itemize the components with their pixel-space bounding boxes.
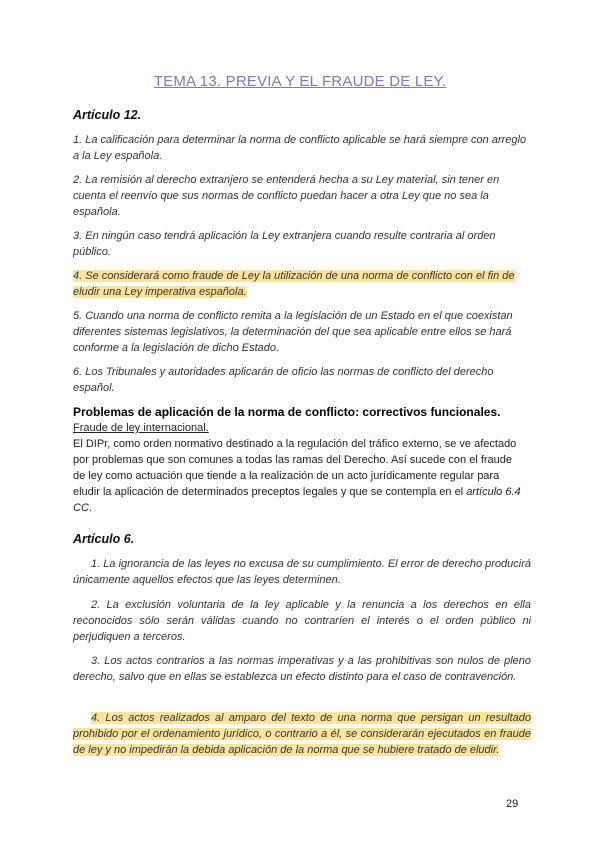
page-title: TEMA 13. PREVIA Y EL FRAUDE DE LEY. (153, 73, 447, 90)
article-12-paragraph-2: 2. La remisión al derecho extranjero se entenderá hecha a su Ley material, sin tener en cuenta el reenvío que sus normas de conflicto puedan hacer a otra Ley que no sea la española. (73, 174, 500, 218)
section-subheading: Fraude de ley internacional. (73, 422, 209, 434)
section-heading: Problemas de aplicación de la norma de conflicto: correctivos funcionales. (73, 405, 501, 419)
article-reference: artículo 6.4 CC (73, 486, 521, 514)
article-6-heading: Artículo 6. (73, 532, 135, 546)
highlighted-text: 4. Los actos realizados al amparo del texto de una norma que persigan un resultado prohibido por el ordenamiento jurídico, o contrario a él, se considerarán ejecutados en fraude de ley y no impedirán la debida aplicación de la norma que se hubiere tratado de eludir. (73, 712, 531, 756)
page-number: 29 (506, 798, 519, 810)
article-12-paragraph-5: 5. Cuando una norma de conflicto remita a la legislación de un Estado en el que coexistan diferentes sistemas legislativos, la determinación del que sea aplicable entre ellos se hará conforme a la legislación de dicho Estado. (73, 310, 513, 354)
article-6-paragraph-4-highlighted (73, 710, 531, 758)
article-12-paragraph-6: 6. Los Tribunales y autoridades aplicarán de oficio las normas de conflicto del derecho español. (73, 366, 494, 394)
article-6-paragraph-3: 3. Los actos contrarios a las normas imperativas y a las prohibitivas son nulos de pleno derecho, salvo que en ellas se establezca un efecto distinto para el caso de contravención. (73, 655, 531, 683)
article-12-heading: Artículo 12. (73, 108, 142, 122)
article-6-paragraph-2: 2. La exclusión voluntaria de la ley aplicable y la renuncia a los derechos en ella reconocidos sólo serán válidas cuando no contraríen el interés o el orden público ni perjudiquen a terceros. (73, 599, 531, 643)
section-body: El DIPr, como orden normativo destinado a la regulación del tráfico externo, se ve afectado por problemas que son comunes a todas las ramas del Derecho. Así sucede con el fraude de ley como actuación que tiende a la realización de un acto jurídicamente regular para eludir la aplicación de determinados preceptos legales y que se contempla en el artículo 6.4 CC. (73, 438, 521, 514)
article-12-paragraph-4-highlighted (73, 268, 531, 300)
article-12-paragraph-1: 1. La calificación para determinar la norma de conflicto aplicable se hará siempre con arreglo a la Ley española. (73, 134, 527, 162)
highlighted-text: 4. Se considerará como fraude de Ley la utilización de una norma de conflicto con el fin de eludir una Ley imperativa española. (73, 270, 515, 298)
article-12-paragraph-3: 3. En ningún caso tendrá aplicación la Ley extranjera cuando resulte contraria al orden público. (73, 230, 496, 258)
article-6-paragraph-1: 1. La ignorancia de las leyes no excusa de su cumplimiento. El error de derecho producirá únicamente aquellos efectos que las leyes determinen. (73, 558, 531, 586)
